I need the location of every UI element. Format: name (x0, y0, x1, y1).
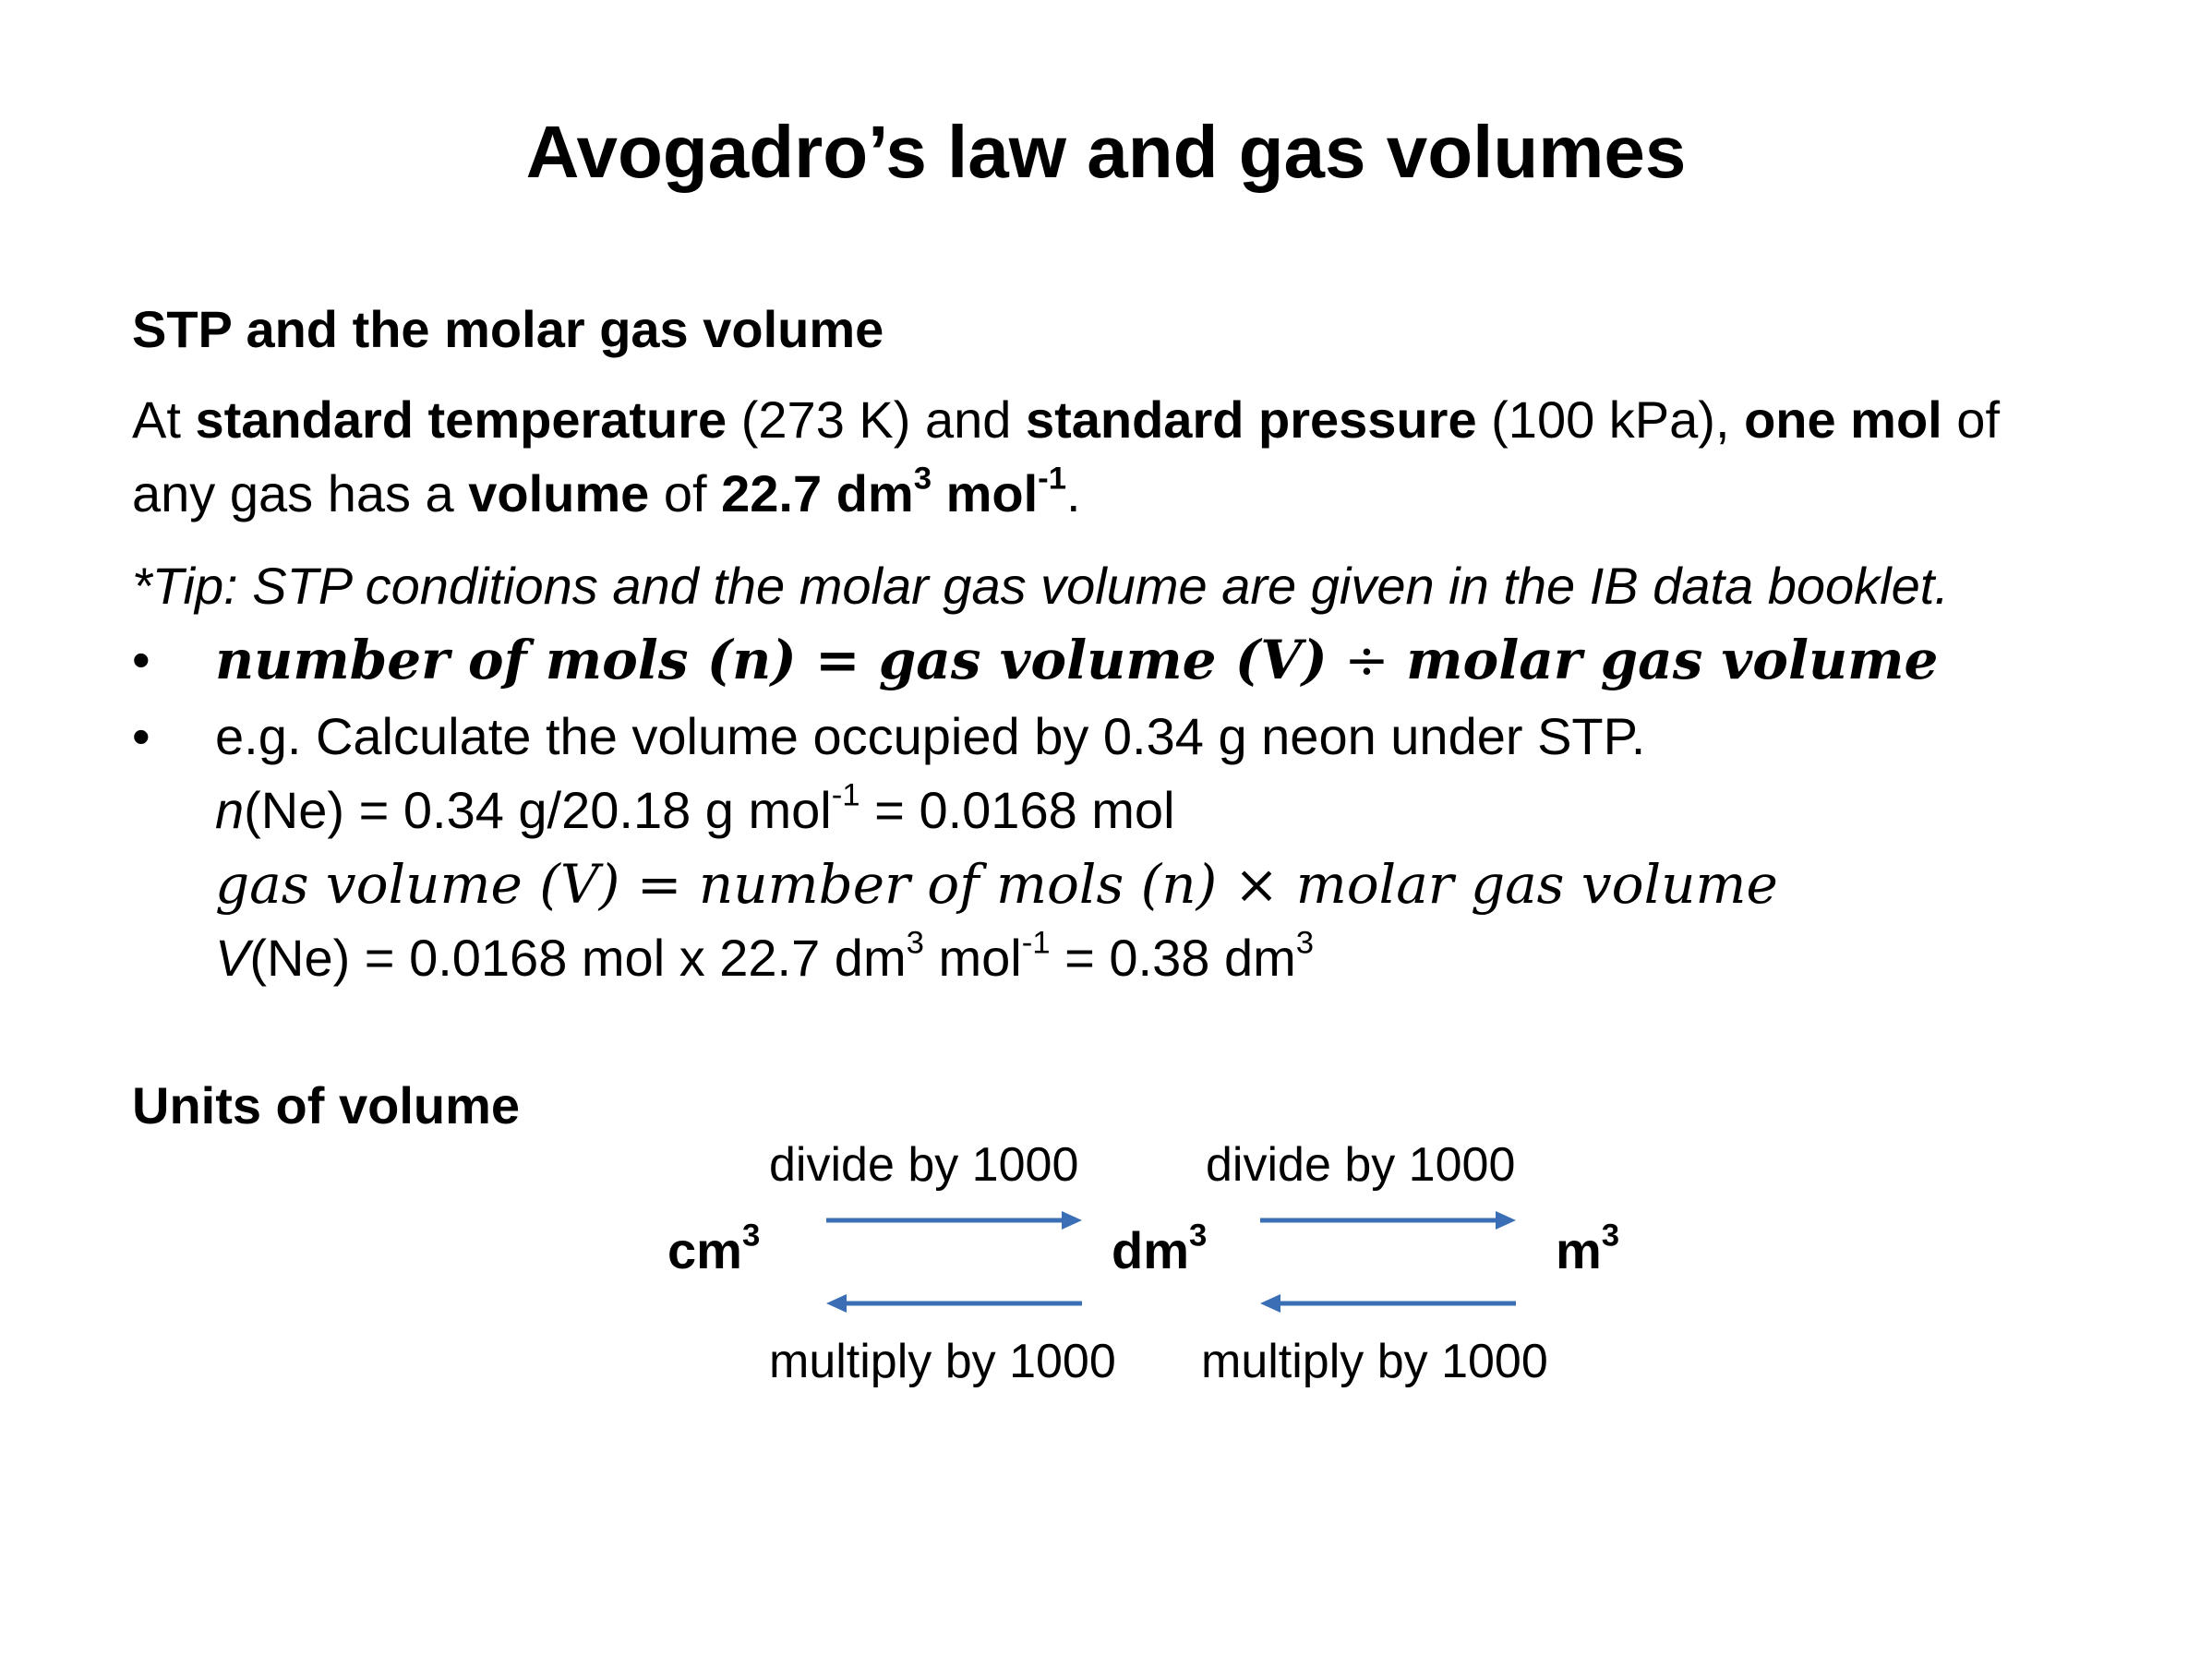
divide-label-2: divide by 1000 (1206, 1138, 1516, 1192)
arrow-dm-to-cm (826, 1294, 1082, 1313)
multiply-label-2: multiply by 1000 (1201, 1335, 1548, 1388)
arrow-m-to-dm (1260, 1294, 1516, 1313)
unit-dm3: $dm^3$ (1112, 1218, 1208, 1279)
units-heading: Units of volume (132, 1076, 521, 1134)
stp-heading: STP and the molar gas volume (132, 300, 884, 358)
page-title: Avogadro’s law and gas volumes (525, 111, 1687, 193)
divide-label-1: divide by 1000 (769, 1138, 1079, 1192)
bullet-2: • (132, 707, 150, 765)
arrow-cm-to-dm (826, 1211, 1082, 1230)
example-intro: e.g. Calculate the volume occupied by 0.34 g neon under STP. (215, 707, 1646, 765)
stp-paragraph-line-1: At standard temperature (273 K) and standard pressure (100 kPa), one mol of (132, 390, 2001, 449)
tip-text: *Tip: STP conditions and the molar gas volume are given in the IB data booklet. (132, 557, 1949, 615)
unit-cm3: $cm^3$ (667, 1218, 761, 1279)
example-moles-calc: n(Ne) = 0.34 g/20.18 g mol$^{-1}$ = 0.0168 mol (215, 777, 1175, 839)
example-volume-calc: V(Ne) = 0.0168 mol x 22.7 $dm^3$ mol$^{-1}$ = 0.38 $dm^3$ (215, 925, 1315, 987)
unit-m3: $m^3$ (1556, 1218, 1620, 1279)
mols-formula: number of mols (n) = gas volume (V) ÷ molar gas volume (215, 629, 1939, 691)
volume-formula: gas volume (V) = number of mols (n) × molar gas volume (215, 853, 1778, 916)
stp-paragraph-line-2: any gas has a volume of 22.7 $dm^3$ mol$^{-1}$. (132, 461, 1081, 522)
multiply-label-1: multiply by 1000 (769, 1335, 1116, 1388)
bullet-1: • (132, 630, 150, 689)
arrow-dm-to-m (1260, 1211, 1516, 1230)
